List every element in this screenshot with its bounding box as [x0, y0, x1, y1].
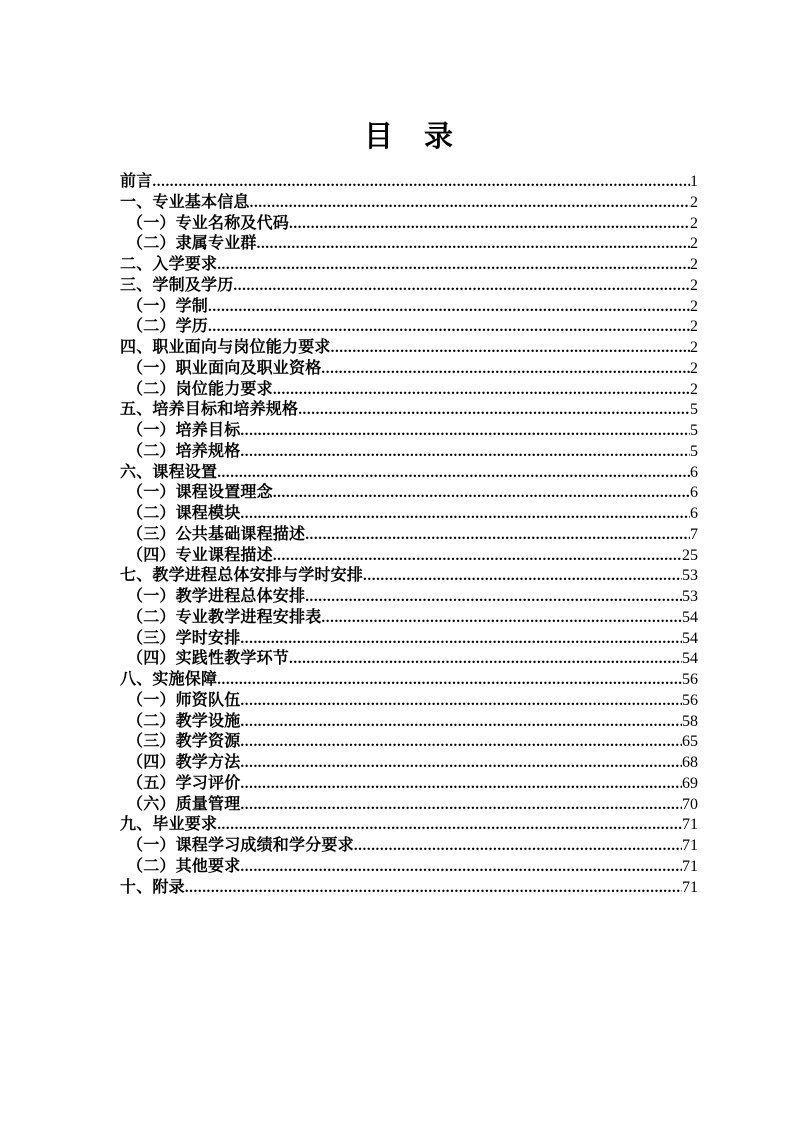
toc-leader-dots [240, 753, 682, 774]
toc-leader-dots [240, 442, 690, 463]
toc-entry[interactable] [120, 649, 698, 670]
toc-leader-dots [185, 878, 682, 899]
toc-entry-page: 70 [682, 795, 698, 813]
toc-entry-page: 2 [690, 359, 698, 377]
toc-entry-page: 7 [690, 525, 698, 543]
toc-entry[interactable] [120, 836, 698, 857]
toc-leader-dots [240, 712, 682, 733]
toc-entry-label: （二）培养规格 [127, 442, 241, 460]
toc-entry-label: （二）其他要求 [127, 857, 241, 875]
toc-entry-label: （五）学习评价 [127, 774, 241, 792]
toc-entry[interactable] [120, 359, 698, 380]
toc-leader-dots [240, 421, 690, 442]
toc-entry-label: （一）专业名称及代码 [127, 214, 290, 232]
toc-leader-dots [321, 359, 690, 380]
toc-entry-page: 53 [682, 588, 698, 605]
toc-entry[interactable] [120, 421, 698, 442]
toc-leader-dots [321, 608, 682, 629]
toc-entry-label: （四）教学方法 [127, 754, 241, 771]
toc-leader-dots [240, 774, 682, 795]
toc-leader-dots [354, 836, 682, 857]
toc-entry-label: （二）岗位能力要求 [127, 380, 273, 398]
toc-entry-label: （二）专业教学进程安排表 [127, 608, 322, 626]
toc-entry-label: （二）教学设施 [127, 712, 241, 730]
toc-entry-page: 6 [690, 484, 698, 502]
page-title: 目 录 [363, 121, 454, 153]
toc-entry-label: （三）教学资源 [127, 733, 241, 751]
toc-entry-label: （一）学制 [127, 297, 209, 315]
toc-leader-dots [298, 400, 690, 421]
toc-entry[interactable] [120, 234, 698, 255]
toc-entry-page: 2 [690, 193, 698, 211]
toc-leader-dots [305, 525, 690, 546]
toc-entry[interactable] [120, 276, 698, 297]
toc-leader-dots [305, 587, 682, 608]
toc-entry-label: 九、毕业要求 [120, 816, 218, 834]
toc-entry[interactable] [120, 774, 698, 795]
toc-entry-label: 十、附录 [120, 878, 185, 896]
toc-entry[interactable] [120, 504, 698, 525]
toc-entry-page: 1 [690, 173, 698, 190]
toc-entry-label: （一）课程学习成绩和学分要求 [127, 837, 354, 854]
toc-entry[interactable] [120, 317, 698, 338]
toc-entry-page: 54 [682, 608, 698, 626]
toc-entry-label: （四）专业课程描述 [127, 546, 273, 564]
toc-entry[interactable] [120, 255, 698, 276]
toc-entry[interactable] [120, 297, 698, 318]
toc-entry-page: 2 [690, 276, 698, 294]
toc-entry-page: 56 [682, 691, 698, 709]
toc-entry-page: 71 [682, 816, 698, 834]
toc-entry[interactable] [120, 629, 698, 650]
toc-entry-label: 五、培养目标和培养规格 [120, 401, 299, 419]
toc-entry-label: 七、教学进程总体安排与学时安排 [120, 567, 364, 585]
toc-entry[interactable] [120, 525, 698, 546]
toc-entry-label: （一）教学进程总体安排 [127, 588, 306, 605]
toc-entry-page: 68 [682, 754, 698, 771]
toc-entry[interactable] [120, 857, 698, 878]
toc-entry-page: 2 [690, 297, 698, 315]
toc-entry-page: 5 [690, 422, 698, 439]
toc-content [120, 120, 698, 898]
toc-leader-dots [217, 670, 682, 691]
toc-entry-page: 71 [682, 857, 698, 875]
toc-entry[interactable] [120, 463, 698, 484]
toc-entry-page: 2 [690, 339, 698, 356]
toc-entry-page: 2 [690, 214, 698, 232]
toc-entry[interactable] [120, 566, 698, 587]
toc-entry-label: （二）课程模块 [127, 505, 241, 522]
toc-entry-label: （二）学历 [127, 318, 209, 336]
toc-entry-page: 2 [690, 235, 698, 253]
toc-entry[interactable] [120, 732, 698, 753]
toc-entry-page: 69 [682, 774, 698, 792]
toc-leader-dots [217, 463, 690, 484]
toc-entry-label: 六、课程设置 [120, 463, 218, 481]
toc-entry[interactable] [120, 878, 698, 899]
toc-leader-dots [240, 857, 682, 878]
toc-entry-label: （三）学时安排 [127, 629, 241, 647]
toc-leader-dots [233, 276, 690, 297]
toc-leader-dots [273, 546, 682, 567]
toc-leader-dots [240, 691, 682, 712]
toc-entry-page: 6 [690, 463, 698, 481]
toc-leader-dots [240, 732, 682, 753]
toc-leader-dots [331, 338, 690, 359]
toc-leader-dots [217, 815, 682, 836]
toc-leader-dots [152, 172, 690, 193]
toc-entry-label: （二）隶属专业群 [127, 235, 257, 253]
toc-leader-dots [240, 629, 682, 650]
toc-entry-label: （一）培养目标 [127, 422, 241, 439]
toc-entry-label: 前言 [120, 173, 153, 190]
toc-entry[interactable] [120, 546, 698, 567]
toc-entry-label: （一）课程设置理念 [127, 484, 273, 502]
toc-leader-dots [363, 566, 682, 587]
toc-leader-dots [289, 649, 682, 670]
toc-entry-page: 71 [682, 837, 698, 854]
toc-entry-page: 6 [690, 505, 698, 522]
toc-entry[interactable] [120, 380, 698, 401]
toc-leader-dots [250, 193, 690, 214]
toc-leader-dots [240, 504, 690, 525]
toc-entry-page: 53 [682, 567, 698, 585]
toc-entry-label: （六）质量管理 [127, 795, 241, 813]
toc-entry[interactable] [120, 753, 698, 774]
toc-entry-label: 一、专业基本信息 [120, 193, 250, 211]
toc-leader-dots [273, 483, 690, 504]
toc-entry[interactable] [120, 400, 698, 421]
toc-leader-dots [208, 297, 690, 318]
toc-entry-label: 二、入学要求 [120, 256, 218, 273]
toc-list [120, 172, 698, 898]
toc-leader-dots [257, 234, 690, 255]
toc-entry-page: 2 [690, 256, 698, 273]
toc-entry[interactable] [120, 712, 698, 733]
toc-entry-page: 56 [682, 671, 698, 688]
toc-entry[interactable] [120, 587, 698, 608]
toc-entry[interactable] [120, 338, 698, 359]
toc-entry-page: 54 [682, 629, 698, 647]
toc-entry-label: （一）师资队伍 [127, 691, 241, 709]
toc-entry-page: 25 [682, 546, 698, 564]
toc-entry-label: （四）实践性教学环节 [127, 650, 290, 668]
toc-entry-label: （一）职业面向及职业资格 [127, 359, 322, 377]
toc-entry-label: （三）公共基础课程描述 [127, 525, 306, 543]
toc-entry-page: 2 [690, 380, 698, 398]
toc-entry-label: 四、职业面向与岗位能力要求 [120, 339, 331, 356]
toc-entry[interactable] [120, 483, 698, 504]
toc-entry-page: 71 [682, 878, 698, 896]
toc-entry-page: 5 [690, 401, 698, 419]
toc-entry-label: 三、学制及学历 [120, 276, 234, 294]
toc-leader-dots [217, 255, 690, 276]
toc-entry-label: 八、实施保障 [120, 671, 218, 688]
toc-entry-page: 65 [682, 733, 698, 751]
toc-entry[interactable] [120, 172, 698, 193]
toc-entry[interactable] [120, 691, 698, 712]
toc-leader-dots [240, 795, 682, 816]
toc-entry-page: 54 [682, 650, 698, 668]
toc-leader-dots [208, 317, 690, 338]
toc-leader-dots [289, 214, 690, 235]
toc-entry[interactable] [120, 608, 698, 629]
toc-entry-page: 5 [690, 442, 698, 460]
toc-entry-page: 58 [682, 712, 698, 730]
toc-entry[interactable] [120, 670, 698, 691]
toc-entry[interactable] [120, 442, 698, 463]
toc-entry[interactable] [120, 795, 698, 816]
toc-entry[interactable] [120, 214, 698, 235]
toc-entry[interactable] [120, 815, 698, 836]
toc-leader-dots [273, 380, 690, 401]
toc-entry[interactable] [120, 193, 698, 214]
toc-entry-page: 2 [690, 318, 698, 336]
